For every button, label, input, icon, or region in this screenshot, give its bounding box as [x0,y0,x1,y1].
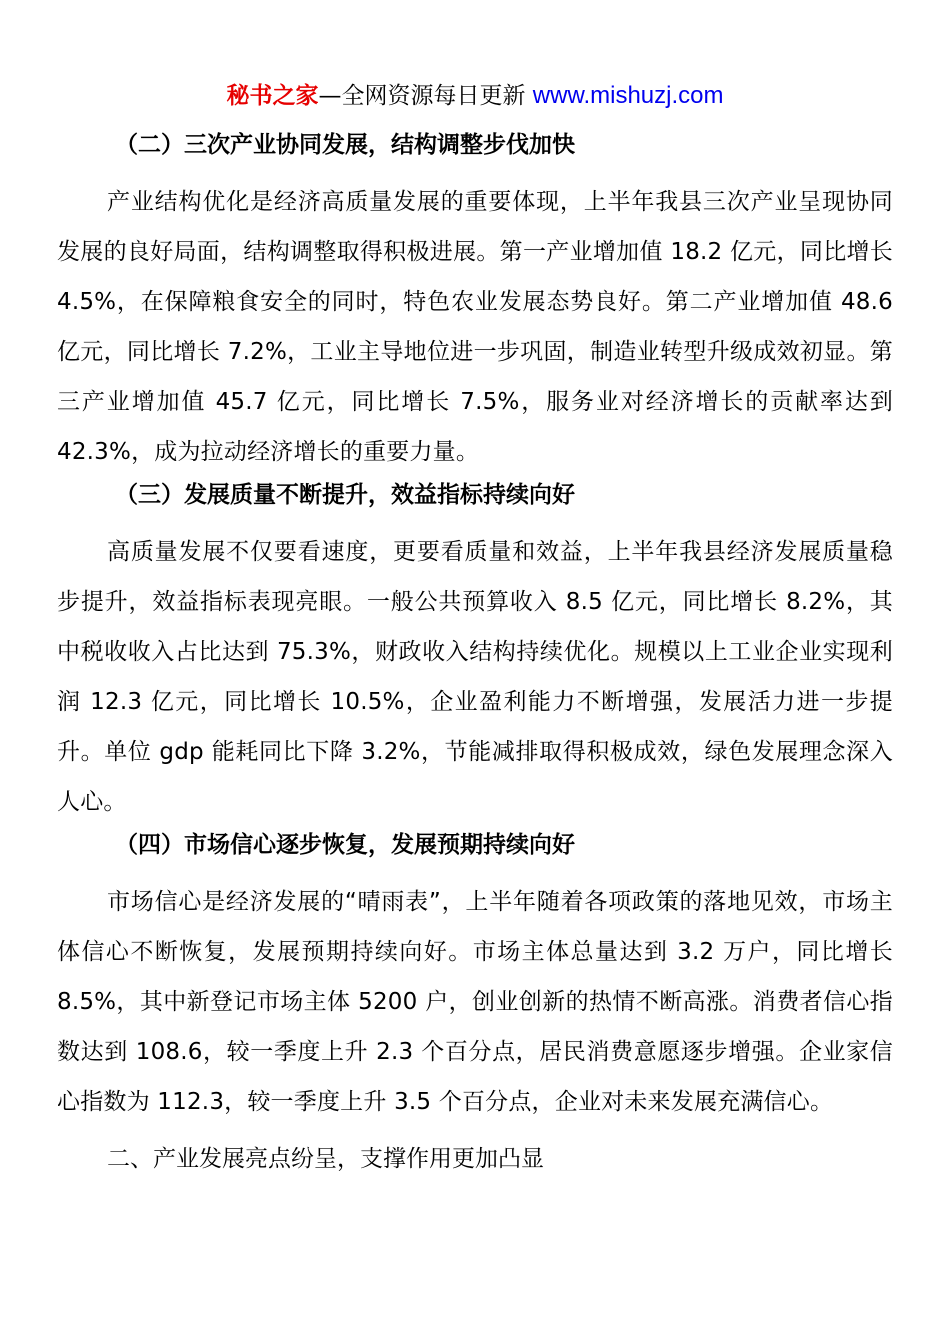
section-paragraph-2: 产业结构优化是经济高质量发展的重要体现，上半年我县三次产业呈现协同发展的良好局面，结构调整取得积极进展。第一产业增加值 18.2 亿元，同比增长 4.5%，在保障粮食安全的同时，特色农业发展态势良好。第二产业增加值 48.6 亿元，同比增长 7.2%，工业主导地位进一步巩固，制造业转型升级成效初显。第三产业增加值 45.7 亿元，同比增长 7.5%，服务业对经济增长的贡献率达到 42.3%，成为拉动经济增长的重要力量。 [57,189,893,465]
chapter-heading-2: 二、产业发展亮点纷呈，支撑作用更加凸显 [107,1146,544,1172]
site-url-link[interactable]: www.mishuzj.com [532,82,724,109]
section-heading-2: （二）三次产业协同发展，结构调整步伐加快 [115,132,575,158]
site-header [0,80,950,112]
section-paragraph-4: 市场信心是经济发展的“晴雨表”，上半年随着各项政策的落地见效，市场主体信心不断恢复，发展预期持续向好。市场主体总量达到 3.2 万户，同比增长 8.5%，其中新登记市场主体 5200 户，创业创新的热情不断高涨。消费者信心指数达到 108.6，较一季度上升 2.3 个百分点，居民消费意愿逐步增强。企业家信心指数为 112.3，较一季度上升 3.5 个百分点，企业对未来发展充满信心。 [57,889,893,1115]
section-heading-4: （四）市场信心逐步恢复，发展预期持续向好 [115,832,575,858]
document-body [57,127,893,1177]
site-brand: 秘书之家 [226,83,319,109]
section-heading-3: （三）发展质量不断提升，效益指标持续向好 [115,482,575,508]
site-tagline: —全网资源每日更新 [318,83,533,109]
section-paragraph-3: 高质量发展不仅要看速度，更要看质量和效益，上半年我县经济发展质量稳步提升，效益指标表现亮眼。一般公共预算收入 8.5 亿元，同比增长 8.2%，其中税收收入占比达到 75.3%，财政收入结构持续优化。规模以上工业企业实现利润 12.3 亿元，同比增长 10.5%，企业盈利能力不断增强，发展活力进一步提升。单位 gdp 能耗同比下降 3.2%，节能减排取得积极成效，绿色发展理念深入人心。 [57,539,893,815]
